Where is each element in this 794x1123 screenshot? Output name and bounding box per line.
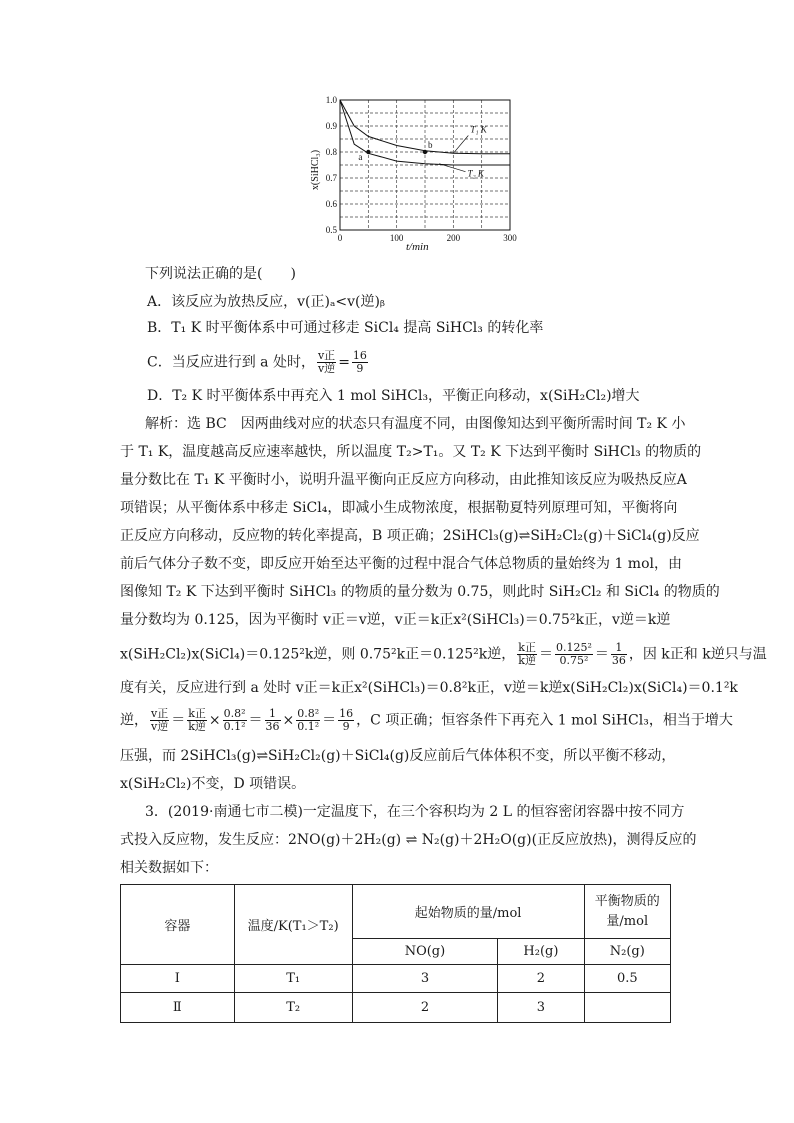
- option-c-value: [352, 350, 368, 375]
- frac-num: 16: [352, 349, 367, 362]
- question-stem: 下列说法正确的是( ): [145, 266, 296, 282]
- header-container: 容器: [121, 885, 235, 965]
- x-tick-label: 200: [446, 233, 461, 243]
- cell-container: Ⅰ: [121, 965, 235, 993]
- analysis-line: x(SiH₂Cl₂)不变，D 项错误。: [120, 776, 306, 792]
- fraction: [338, 708, 354, 733]
- problem-3-line: 相关数据如下：: [120, 860, 218, 876]
- option-c: [147, 350, 370, 375]
- y-tick-label: 1.0: [325, 95, 337, 105]
- text: ，因 k正和 k逆只与温: [628, 646, 767, 663]
- option-c-ratio: [317, 350, 336, 375]
- fraction: [223, 708, 247, 733]
- frac-num: 1: [265, 708, 281, 721]
- analysis-line: 于 T₁ K，温度越高反应速率越快，所以温度 T₂>T₁。又 T₂ K 下达到平衡时 SiHCl₃ 的物质的: [120, 444, 702, 460]
- series-leader: [453, 136, 468, 154]
- equals: ＝: [248, 712, 263, 729]
- analysis-line: 解析：选 BC 因两曲线对应的状态只有温度不同，由图像知达到平衡所需时间 T₂ K 小: [145, 416, 686, 432]
- frac-num: 0.8²: [297, 707, 320, 720]
- analysis-line: 项错误；从平衡体系中移走 SiCl₄，即减小生成物浓度，根据勒夏特列原理可知，平衡将向: [120, 500, 678, 516]
- header-start-amount: 起始物质的量/mol: [352, 885, 584, 939]
- table-row: [121, 965, 671, 993]
- frac-num: k正: [188, 707, 206, 720]
- analysis-line: 前后气体分子数不变，即反应开始至达平衡的过程中混合气体总物质的量始终为 1 mol，由: [120, 556, 682, 572]
- header-equilibrium-amount: [584, 885, 670, 939]
- cell-no: 3: [352, 965, 498, 993]
- cell-container: Ⅱ: [121, 993, 235, 1023]
- frac-den: 0.1²: [223, 720, 246, 733]
- x-tick-label: 0: [337, 233, 343, 243]
- cell-h2: 2: [498, 965, 584, 993]
- subheader-no: NO(g): [352, 939, 498, 965]
- fraction: [296, 708, 320, 733]
- times: ×: [282, 712, 295, 729]
- analysis-line: 度有关，反应进行到 a 处时 v正＝k正x²(SiHCl₃)＝0.8²k正，v逆＝k逆x(SiH₂Cl₂)x(SiCl₄)＝0.1²k: [120, 680, 738, 696]
- option-d: D．T₂ K 时平衡体系中再充入 1 mol SiHCl₃，平衡正向移动，x(SiH₂Cl₂)增大: [147, 388, 640, 404]
- problem-3-line: 3．(2019·南通七市二模)一定温度下，在三个容积均为 2 L 的恒容密闭容器中按不同方: [145, 804, 685, 820]
- frac-den: v逆: [317, 362, 336, 375]
- option-c-text: C．当反应进行到 a 处时，: [147, 354, 315, 371]
- text: ，C 项正确；恒容条件下再充入 1 mol SiHCl₃，相当于增大: [356, 712, 733, 729]
- frac-den: k逆: [188, 720, 206, 733]
- fraction: [611, 642, 627, 667]
- y-tick-label: 0.8: [325, 147, 337, 157]
- frac-num: 0.125²: [555, 641, 592, 654]
- equilibrium-chart: [296, 88, 526, 258]
- frac-num: v正: [317, 349, 336, 362]
- analysis-line: [120, 707, 733, 733]
- fraction: [150, 708, 169, 733]
- fraction: [555, 642, 593, 667]
- cell-n2: 0.5: [584, 965, 670, 993]
- option-b: B．T₁ K 时平衡体系中可通过移走 SiCl₄ 提高 SiHCl₃ 的转化率: [147, 320, 544, 336]
- series-label: T₂ K: [467, 168, 484, 179]
- frac-den: v逆: [151, 720, 169, 733]
- series-label: T₁ K: [470, 124, 487, 135]
- cell-temperature: T₁: [234, 965, 352, 993]
- y-tick-label: 0.9: [325, 121, 337, 131]
- text: 逆，: [120, 712, 148, 729]
- equals: ＝: [594, 646, 609, 663]
- x-axis-label: t/min: [406, 241, 429, 253]
- table-row: [121, 993, 671, 1023]
- equals: ＝: [322, 712, 337, 729]
- header-temperature: 温度/K(T₁＞T₂): [234, 885, 352, 965]
- equals: ＝: [171, 712, 186, 729]
- frac-num: 0.8²: [223, 707, 246, 720]
- equals: ＝: [538, 646, 553, 663]
- frac-num: v正: [151, 707, 169, 720]
- text: x(SiH₂Cl₂)x(SiCl₄)＝0.125²k逆，则 0.75²k正＝0.125²k逆，: [120, 646, 516, 663]
- fraction: [265, 708, 281, 733]
- frac-den: 36: [265, 720, 280, 733]
- data-table: [120, 884, 671, 1023]
- point-label: b: [428, 140, 433, 150]
- x-tick-label: 100: [389, 233, 404, 243]
- cell-temperature: T₂: [234, 993, 352, 1023]
- subheader-h2: H₂(g): [498, 939, 584, 965]
- subheader-n2: N₂(g): [584, 939, 670, 965]
- frac-den: 9: [342, 720, 350, 733]
- times: ×: [208, 712, 221, 729]
- fraction: [517, 642, 537, 667]
- analysis-line: 正反应方向移动，反应物的转化率提高，B 项正确；2SiHCl₃(g)⇌SiH₂Cl₂(g)＋SiCl₄(g)反应: [120, 528, 700, 544]
- analysis-line: [120, 641, 767, 667]
- analysis-line: 压强，而 2SiHCl₃(g)⇌SiH₂Cl₂(g)＋SiCl₄(g)反应前后气体体积不变，所以平衡不移动，: [120, 748, 676, 764]
- y-tick-label: 0.6: [325, 199, 337, 209]
- cell-n2: [584, 993, 670, 1023]
- point-label: a: [358, 152, 363, 162]
- header-eq-line1: 平衡物质的: [594, 893, 660, 909]
- frac-num: k正: [518, 641, 536, 654]
- y-axis-label: x(SiHCl₃): [310, 149, 321, 191]
- x-tick-label: 300: [503, 233, 517, 243]
- point-a: [366, 150, 370, 154]
- frac-den: 0.75²: [559, 654, 589, 667]
- equals: =: [338, 354, 350, 371]
- frac-den: 36: [611, 654, 626, 667]
- analysis-line: 图像知 T₂ K 下达到平衡时 SiHCl₃ 的物质的量分数为 0.75，则此时 SiH₂Cl₂ 和 SiCl₄ 的物质的: [120, 584, 720, 600]
- cell-no: 2: [352, 993, 498, 1023]
- header-eq-line2: 量/mol: [606, 913, 649, 929]
- problem-3-line: 式投入反应物，发生反应：2NO(g)＋2H₂(g) ⇌ N₂(g)＋2H₂O(g)(正反应放热)，测得反应的: [120, 832, 697, 848]
- frac-den: 9: [356, 362, 364, 375]
- analysis-line: 量分数比在 T₁ K 平衡时小，说明升温平衡向正反应方向移动，由此推知该反应为吸热反应A: [120, 472, 687, 488]
- fraction: [187, 708, 207, 733]
- frac-den: 0.1²: [297, 720, 320, 733]
- option-a: A．该反应为放热反应，v(正)ₐ<v(逆)ᵦ: [147, 294, 385, 310]
- frac-num: 16: [339, 707, 354, 720]
- analysis-line: 量分数均为 0.125，因为平衡时 v正＝v逆，v正＝k正x²(SiHCl₃)＝0.75²k正，v逆＝k逆: [120, 612, 671, 628]
- y-tick-label: 0.5: [325, 225, 337, 235]
- frac-num: 1: [611, 642, 627, 655]
- point-b: [423, 150, 427, 154]
- y-tick-label: 0.7: [325, 173, 337, 183]
- cell-h2: 3: [498, 993, 584, 1023]
- frac-den: k逆: [518, 654, 536, 667]
